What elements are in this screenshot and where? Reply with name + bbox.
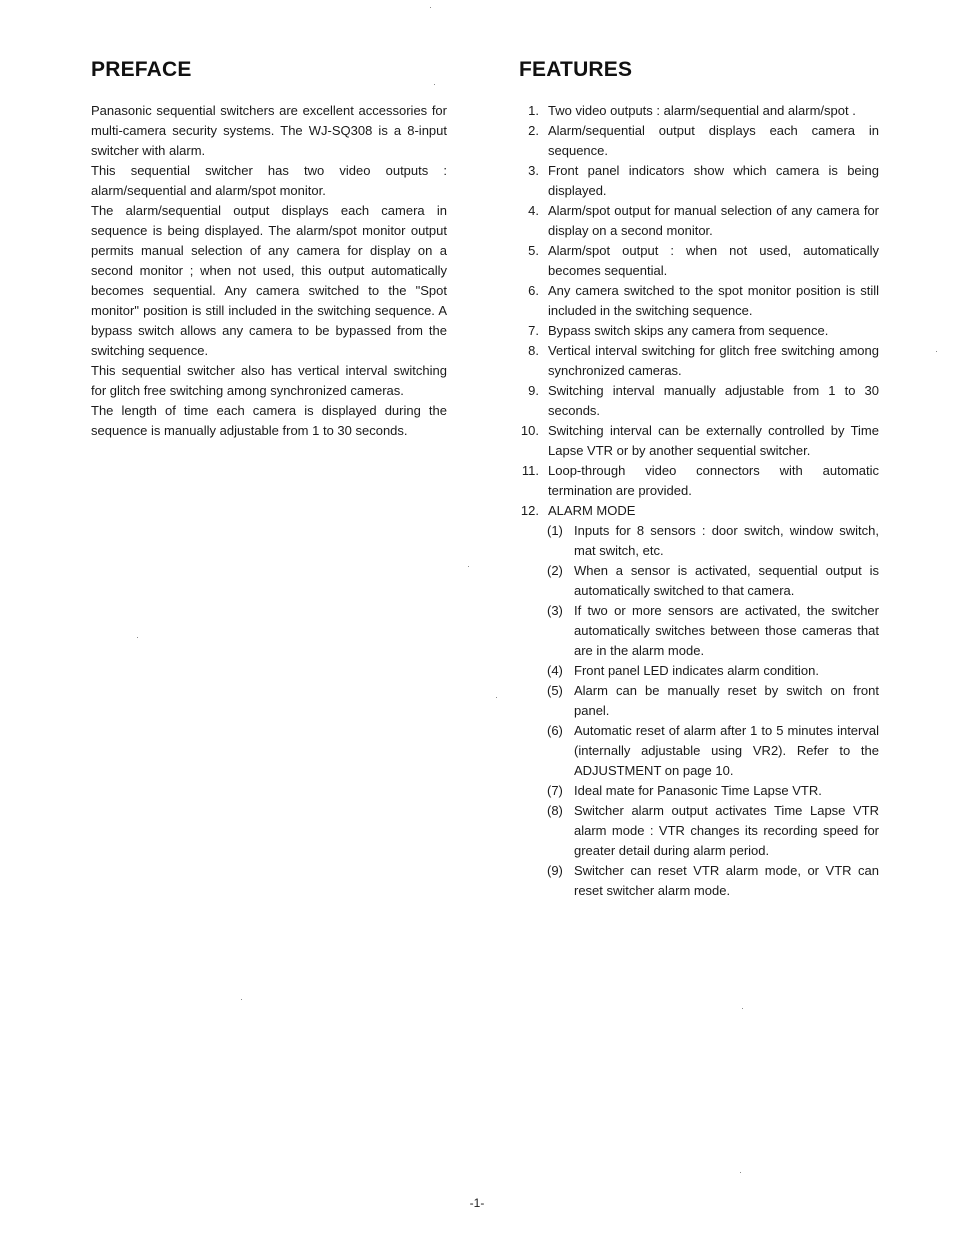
scan-speck <box>742 1008 743 1009</box>
item-text: Alarm/spot output : when not used, automatically becomes sequential. <box>548 243 879 278</box>
alarm-mode-item <box>519 781 879 801</box>
item-number: 7. <box>528 323 539 338</box>
sub-item-text: Alarm can be manually reset by switch on front panel. <box>574 683 879 718</box>
sub-item-number: (1) <box>547 523 563 538</box>
item-number: 4. <box>528 203 539 218</box>
preface-paragraph: Panasonic sequential switchers are excellent accessories for multi-camera security systems. The WJ-SQ308 is a 8-input switcher with alarm. <box>91 103 447 158</box>
item-text: Two video outputs : alarm/sequential and alarm/spot . <box>548 103 856 118</box>
sub-item-text: Inputs for 8 sensors : door switch, window switch, mat switch, etc. <box>574 523 879 558</box>
sub-item-text: Front panel LED indicates alarm condition. <box>574 663 819 678</box>
item-number: 3. <box>528 163 539 178</box>
page-number: -1- <box>469 1196 485 1210</box>
item-number: 8. <box>528 343 539 358</box>
list-item <box>519 501 879 521</box>
sub-item-number: (5) <box>547 683 563 698</box>
sub-item-number: (6) <box>547 723 563 738</box>
sub-item-text: Switcher alarm output activates Time Lapse VTR alarm mode : VTR changes its recording speed for greater detail during alarm period. <box>574 803 879 858</box>
alarm-mode-item <box>519 801 879 861</box>
item-number: 1. <box>528 103 539 118</box>
scan-speck <box>936 351 937 352</box>
scan-speck <box>740 1172 741 1173</box>
list-item <box>519 201 879 241</box>
alarm-mode-item <box>519 681 879 721</box>
item-number: 11. <box>521 463 539 478</box>
sub-item-text: Ideal mate for Panasonic Time Lapse VTR. <box>574 783 822 798</box>
item-text: Bypass switch skips any camera from sequence. <box>548 323 829 338</box>
item-number: 12. <box>520 503 539 518</box>
item-number: 10. <box>520 423 539 438</box>
item-number: 2. <box>528 123 539 138</box>
alarm-mode-item <box>519 601 879 661</box>
sub-item-number: (7) <box>547 783 563 798</box>
features-section <box>519 58 879 901</box>
sub-item-text: Automatic reset of alarm after 1 to 5 minutes interval (internally adjustable using VR2). Refer to the ADJUSTMENT on page 10. <box>574 723 879 778</box>
sub-item-number: (9) <box>547 863 563 878</box>
list-item <box>519 101 879 121</box>
list-item <box>519 341 879 381</box>
scan-speck <box>137 637 138 638</box>
preface-paragraph: This sequential switcher also has vertical interval switching for glitch free switching among synchronized cameras. <box>91 363 447 398</box>
item-text: Any camera switched to the spot monitor position is still included in the switching sequence. <box>548 283 879 318</box>
sub-item-number: (2) <box>547 563 563 578</box>
features-list <box>519 101 879 901</box>
item-text: ALARM MODE <box>548 503 636 518</box>
sub-item-number: (8) <box>547 803 563 818</box>
list-item <box>519 321 879 341</box>
item-text: Loop-through video connectors with automatic termination are provided. <box>548 463 879 498</box>
item-text: Vertical interval switching for glitch free switching among synchronized cameras. <box>548 343 879 378</box>
alarm-mode-item <box>519 521 879 561</box>
item-text: Alarm/spot output for manual selection of any camera for display on a second monitor. <box>548 203 879 238</box>
preface-title: PREFACE <box>91 58 192 81</box>
preface-paragraph: The length of time each camera is displayed during the sequence is manually adjustable from 1 to 30 seconds. <box>91 403 447 438</box>
scan-speck <box>496 697 497 698</box>
features-title: FEATURES <box>519 58 633 81</box>
alarm-mode-item <box>519 721 879 781</box>
scan-speck <box>241 999 242 1000</box>
item-text: Alarm/sequential output displays each camera in sequence. <box>548 123 879 158</box>
preface-section <box>91 58 447 441</box>
sub-item-text: When a sensor is activated, sequential output is automatically switched to that camera. <box>574 563 879 598</box>
list-item <box>519 381 879 421</box>
alarm-mode-item <box>519 861 879 901</box>
sub-item-number: (3) <box>547 603 563 618</box>
preface-paragraph: The alarm/sequential output displays each camera in sequence is being displayed. The alarm/spot monitor output permits manual selection of any camera for display on a second monitor ; when not used, this output automatically becomes sequential. Any camera switched to the "Spot monitor" position is still included in the switching sequence. A bypass switch allows any camera to be bypassed from the switching sequence. <box>91 203 447 358</box>
scan-speck <box>430 7 431 8</box>
alarm-mode-item <box>519 661 879 681</box>
list-item <box>519 421 879 461</box>
item-number: 9. <box>528 383 539 398</box>
item-number: 6. <box>528 283 539 298</box>
list-item <box>519 461 879 501</box>
item-text: Switching interval manually adjustable from 1 to 30 seconds. <box>548 383 879 418</box>
item-text: Front panel indicators show which camera is being displayed. <box>548 163 879 198</box>
list-item <box>519 281 879 321</box>
sub-item-text: If two or more sensors are activated, the switcher automatically switches between those cameras that are in the alarm mode. <box>574 603 879 658</box>
list-item <box>519 121 879 161</box>
preface-paragraph: This sequential switcher has two video outputs : alarm/sequential and alarm/spot monitor. <box>91 163 447 198</box>
scan-speck <box>468 566 469 567</box>
item-number: 5. <box>528 243 539 258</box>
list-item <box>519 161 879 201</box>
sub-item-number: (4) <box>547 663 563 678</box>
alarm-mode-item <box>519 561 879 601</box>
list-item <box>519 241 879 281</box>
sub-item-text: Switcher can reset VTR alarm mode, or VTR can reset switcher alarm mode. <box>574 863 879 898</box>
item-text: Switching interval can be externally controlled by Time Lapse VTR or by another sequential switcher. <box>548 423 879 458</box>
